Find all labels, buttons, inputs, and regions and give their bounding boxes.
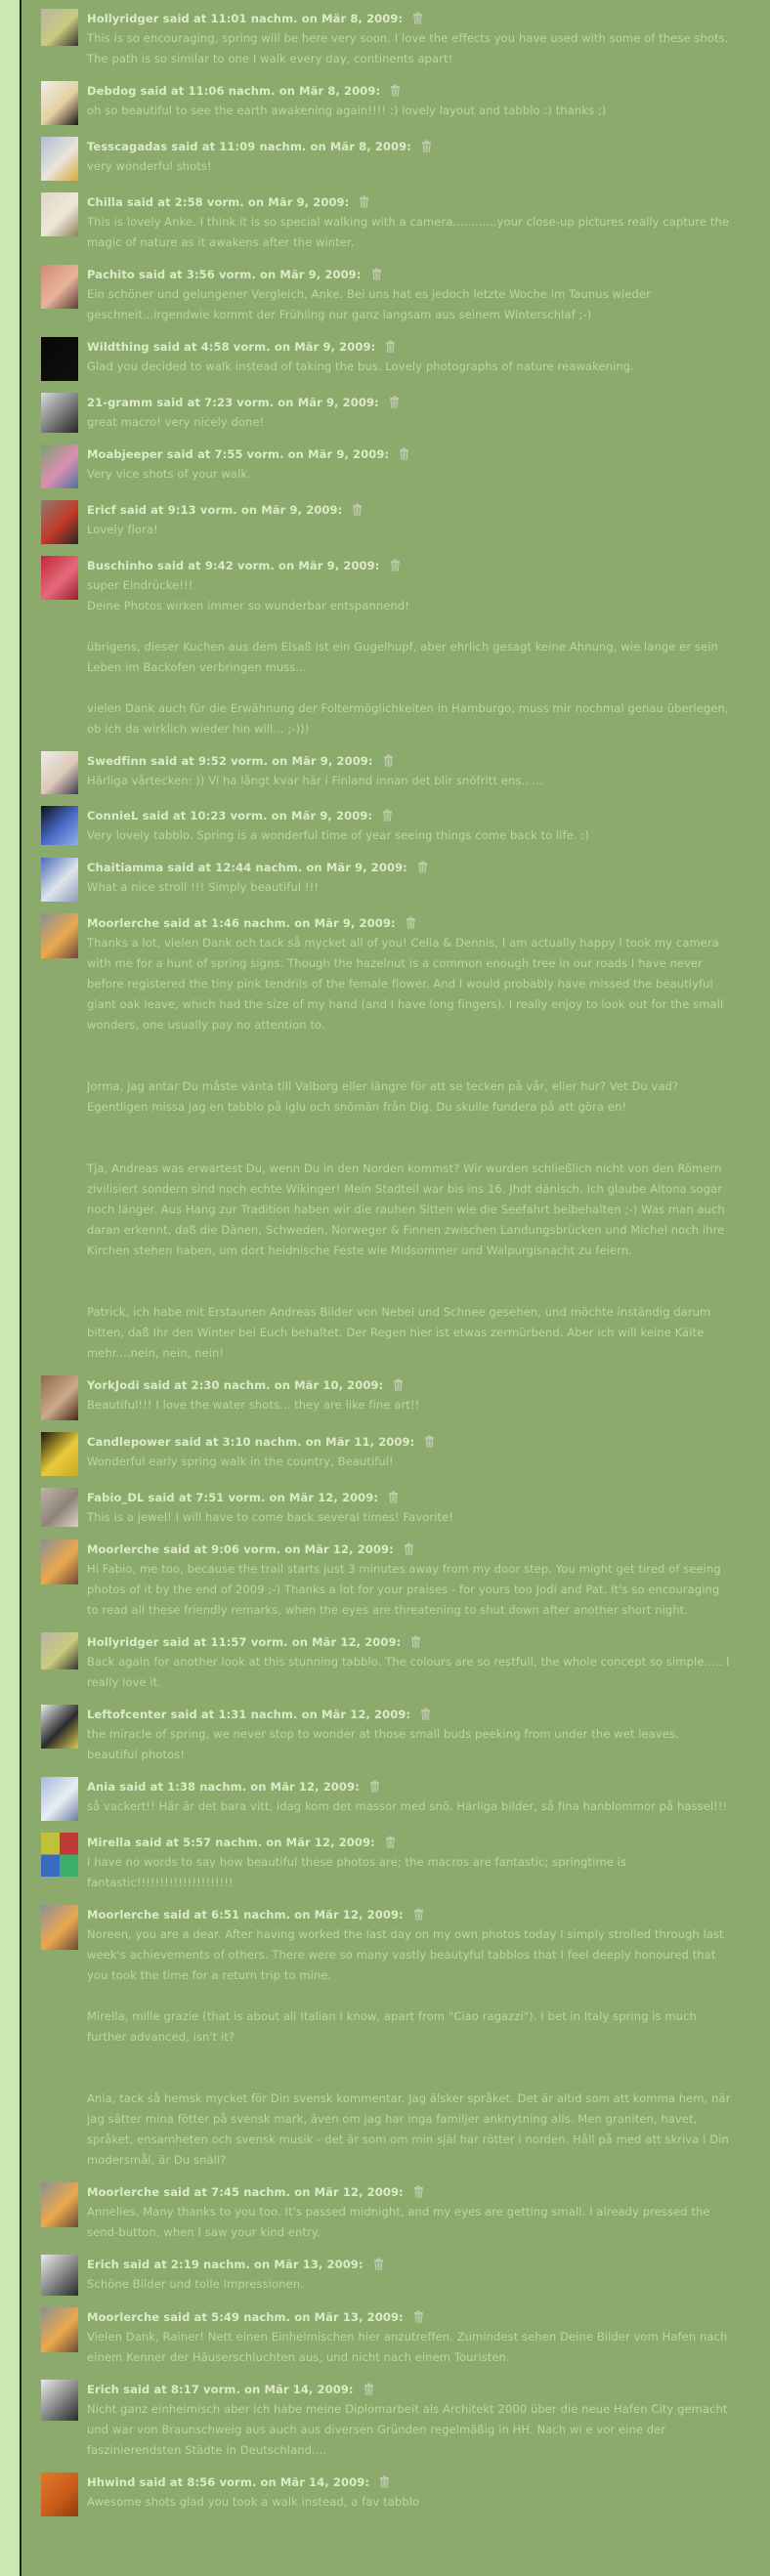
- user-avatar[interactable]: [41, 2255, 78, 2296]
- paragraph-spacer: [87, 1261, 731, 1282]
- comment-header: [87, 858, 731, 877]
- comment-paragraph: Beautiful!!! I love the water shots... they are like fine art!!: [87, 1398, 420, 1412]
- comment-paragraph: This is a jewel! I will have to come back several times! Favorite!: [87, 1510, 453, 1524]
- username-link[interactable]: 21-gramm: [87, 396, 153, 409]
- comment-header: [87, 393, 731, 412]
- comment-timestamp: said at 9:06 vorm. on Mär 12, 2009:: [159, 1542, 394, 1556]
- comment-timestamp: said at 6:51 nachm. on Mär 12, 2009:: [159, 1908, 404, 1921]
- comment-row: [41, 192, 731, 253]
- user-avatar[interactable]: [41, 265, 78, 309]
- comment-body: [87, 1796, 731, 1817]
- comment-header: [87, 81, 731, 101]
- username-link[interactable]: Moorlerche: [87, 2185, 160, 2199]
- comment-header: [87, 1777, 731, 1796]
- comment-content: [87, 2182, 731, 2243]
- comment-paragraph: This is so encouraging, spring will be here very soon. I love the effects you have used with some of these shots. The path is so similar to one I walk every day, continents apart!: [87, 31, 729, 65]
- comment-row: [41, 1375, 731, 1420]
- user-avatar[interactable]: [41, 1432, 78, 1476]
- trash-icon[interactable]: [404, 1542, 414, 1555]
- comment-row: [41, 2255, 731, 2296]
- comment-content: [87, 556, 731, 739]
- comment-list: [41, 9, 731, 2516]
- comment-timestamp: said at 5:49 nachm. on Mär 13, 2009:: [159, 2310, 404, 2324]
- comment-header: [87, 1540, 731, 1559]
- username-link[interactable]: Moabjeeper: [87, 447, 163, 461]
- username-link[interactable]: Buschinho: [87, 559, 153, 572]
- comment-timestamp: said at 9:42 vorm. on Mär 9, 2009:: [152, 559, 380, 572]
- comment-paragraph: Lovely flora!: [87, 523, 158, 536]
- comment-timestamp: said at 7:55 vorm. on Mär 9, 2009:: [162, 447, 390, 461]
- comment-row: [41, 9, 731, 69]
- comment-body: [87, 2274, 731, 2295]
- trash-icon[interactable]: [364, 2383, 374, 2395]
- user-avatar[interactable]: [41, 2307, 78, 2352]
- comment-body: [87, 2399, 731, 2461]
- trash-icon[interactable]: [373, 2258, 384, 2270]
- comment-timestamp: said at 3:10 nachm. on Mär 11, 2009:: [170, 1435, 415, 1449]
- user-avatar[interactable]: [41, 192, 78, 236]
- user-avatar[interactable]: [41, 1632, 78, 1669]
- paragraph-spacer: [87, 616, 731, 637]
- paragraph-spacer: [87, 2068, 731, 2089]
- comment-row: [41, 1905, 731, 2171]
- comment-timestamp: said at 1:38 nachm. on Mär 12, 2009:: [115, 1780, 360, 1794]
- comment-paragraph: Wonderful early spring walk in the country, Beautiful!: [87, 1455, 394, 1468]
- comment-content: [87, 192, 731, 253]
- comment-timestamp: said at 8:56 vorm. on Mär 14, 2009:: [135, 2475, 370, 2489]
- comment-row: [41, 444, 731, 488]
- comment-paragraph: Tja, Andreas was erwartest Du, wenn Du in den Norden kommst? Wir wurden schließlich nicht von den Römern zivilisiert sondern sind noch echte Wikinger! Mein Stadteil war bis ins 16. Jhdt dänisch. Ich glaube Altona sogar noch länger. Aus Hang zur Tradition haben wir die rauhen Sitten wie die Seefahrt beibehalten ;-) Was man auch daran erkennt, daß die Dänen, Schweden, Norweger & Finnen zwischen Landungsbrücken und Michel noch ihre Kirchen stehen haben, um dort heidnische Feste wie Midsommer und Walpurgisnacht zu feiern.: [87, 1161, 725, 1257]
- comment-body: [87, 156, 731, 177]
- comment-header: [87, 806, 731, 825]
- comment-body: [87, 1852, 731, 1893]
- paragraph-spacer: [87, 2048, 731, 2068]
- comment-timestamp: said at 11:06 nachm. on Mär 8, 2009:: [136, 84, 381, 98]
- user-avatar[interactable]: [41, 2182, 78, 2227]
- comment-paragraph: the miracle of spring, we never stop to wonder at those small buds peeking from under the wet leaves. beautiful photos!: [87, 1727, 679, 1761]
- username-link[interactable]: YorkJodi: [87, 1378, 140, 1392]
- comment-content: [87, 1432, 731, 1472]
- comment-content: [87, 2380, 731, 2461]
- comment-body: [87, 520, 731, 540]
- comment-timestamp: said at 5:57 nachm. on Mär 12, 2009:: [131, 1836, 375, 1849]
- comment-timestamp: said at 2:58 vorm. on Mär 9, 2009:: [122, 195, 350, 209]
- comment-content: [87, 806, 731, 846]
- comment-paragraph: great macro! very nicely done!: [87, 415, 265, 429]
- username-link[interactable]: Erich: [87, 2383, 119, 2396]
- comment-row: [41, 1705, 731, 1765]
- comment-body: [87, 825, 731, 846]
- comment-content: [87, 2255, 731, 2295]
- trash-icon[interactable]: [385, 340, 396, 353]
- comment-row: [41, 1488, 731, 1528]
- user-avatar[interactable]: [41, 1488, 78, 1527]
- comment-header: [87, 2472, 731, 2492]
- comment-body: [87, 877, 731, 898]
- comment-content: [87, 1540, 731, 1621]
- comments-panel: [21, 0, 770, 2576]
- comment-body: [87, 1452, 731, 1472]
- comment-header: [87, 1705, 731, 1724]
- comment-row: [41, 2307, 731, 2368]
- user-avatar[interactable]: [41, 1833, 78, 1877]
- username-link[interactable]: Chaitiamma: [87, 861, 164, 874]
- trash-icon[interactable]: [399, 447, 409, 460]
- username-link[interactable]: Wildthing: [87, 340, 150, 354]
- username-link[interactable]: Chilla: [87, 195, 123, 209]
- comment-header: [87, 500, 731, 520]
- paragraph-spacer: [87, 1282, 731, 1302]
- comment-paragraph: Very lovely tabblo. Spring is a wonderful time of year seeing things come back to life. :): [87, 828, 589, 842]
- comment-row: [41, 2472, 731, 2516]
- comment-row: [41, 806, 731, 846]
- comment-paragraph: Jorma, jag antar Du måste vänta till Valborg eller längre för att se tecken på vår, eller hur? Vet Du vad? Egentligen missa jag en tabblo på iglu och snömän från Dig. Du skulle fundera på att göra en!: [87, 1079, 679, 1114]
- trash-icon[interactable]: [390, 84, 401, 97]
- username-link[interactable]: Leftofcenter: [87, 1708, 167, 1721]
- username-link[interactable]: Moorlerche: [87, 916, 160, 930]
- paragraph-spacer: [87, 1138, 731, 1159]
- user-avatar[interactable]: [41, 1540, 78, 1584]
- comment-header: [87, 556, 731, 575]
- comment-paragraph: What a nice stroll !!! Simply beautiful !!!: [87, 880, 320, 894]
- comment-row: [41, 500, 731, 544]
- comment-timestamp: said at 7:23 vorm. on Mär 9, 2009:: [152, 396, 379, 409]
- user-avatar[interactable]: [41, 2472, 78, 2516]
- comment-body: [87, 575, 731, 739]
- comment-body: [87, 284, 731, 325]
- comment-paragraph: Ania, tack så hemsk mycket för Din svensk kommentar. Jag älsker språket. Det är altid som att komma hem, när jag sätter mina fötter på svensk mark, även om jag har inga familjer anknytning alls. Men graniten, havet, språket, ensamheten och svensk musik - det är som om min själ har rötter i norden. Håll på med att skriva i Din modersmål, är Du snäll?: [87, 2091, 731, 2167]
- comment-content: [87, 1375, 731, 1415]
- user-avatar[interactable]: [41, 913, 78, 958]
- trash-icon[interactable]: [379, 2475, 390, 2488]
- comment-paragraph: Hi Fabio, me too, because the trail starts just 3 minutes away from my door step. You might get tired of seeing photos of it by the end of 2009 ;-) Thanks a lot for your praises - for yours too Jodi and Pat. It's so encouraging to read all these friendly remarks, when the eyes are threatening to shut down after another short night.: [87, 1562, 721, 1617]
- comment-timestamp: said at 4:58 vorm. on Mär 9, 2009:: [149, 340, 376, 354]
- user-avatar[interactable]: [41, 393, 78, 433]
- comment-timestamp: said at 8:17 vorm. on Mär 14, 2009:: [118, 2383, 354, 2396]
- comment-header: [87, 337, 731, 357]
- paragraph-spacer: [87, 1035, 731, 1056]
- comment-content: [87, 2472, 731, 2513]
- comment-body: [87, 1395, 731, 1415]
- username-link[interactable]: Mirella: [87, 1836, 132, 1849]
- comment-row: [41, 81, 731, 125]
- comment-paragraph: vielen Dank auch für die Erwähnung der Foltermöglichkeiten in Hamburgo, muss mir nochmal genau überlegen, ob ich da wirklich wieder hin will... ;-))): [87, 701, 729, 736]
- comment-row: [41, 2380, 731, 2461]
- comment-header: [87, 192, 731, 212]
- comment-header: [87, 9, 731, 28]
- username-link[interactable]: Swedfinn: [87, 754, 148, 768]
- comment-content: [87, 265, 731, 325]
- username-link[interactable]: Moorlerche: [87, 1542, 160, 1556]
- paragraph-spacer: [87, 678, 731, 698]
- trash-icon[interactable]: [424, 1435, 435, 1448]
- trash-icon[interactable]: [371, 268, 382, 280]
- comment-paragraph: Glad you decided to walk instead of taking the bus. Lovely photographs of nature reawakening.: [87, 359, 634, 373]
- comment-body: [87, 1724, 731, 1765]
- comment-content: [87, 1833, 731, 1893]
- comment-header: [87, 1432, 731, 1452]
- comment-paragraph: This is lovely Anke. I think it is so special walking with a camera............your close-up pictures really capture the magic of nature as it awakens after the winter.: [87, 215, 729, 249]
- comment-body: [87, 1559, 731, 1621]
- comment-content: [87, 1705, 731, 1765]
- comment-paragraph: Nicht ganz einheimisch aber ich habe meine Diplomarbeit als Architekt 2000 über die neue Hafen City gemacht und war von Braunschweig aus auch aus diversen Gründen regelmäßig in HH. Nach wi e vor eine der faszinierendsten Städte in Deutschland....: [87, 2402, 728, 2457]
- user-avatar[interactable]: [41, 81, 78, 125]
- comment-paragraph: Mirella, mille grazie (that is about all Italian I know, apart from "Ciao ragazzi"). I bet in Italy spring is much further advanced, isn't it?: [87, 2009, 697, 2044]
- user-avatar[interactable]: [41, 806, 78, 845]
- comment-paragraph: Thanks a lot, vielen Dank och tack så mycket all of you! Celia & Dennis, I am actually happy I took my camera with me for a hunt of spring signs. Though the hazelnut is a common enough tree in our roads I have never before registered the tiny pink tendrils of the female flower. And I would probably have missed the beautiyful giant oak leave, which had the size of my hand (and I have long fingers). I really enjoy to look out for the small wonders, one usually pay no attention to.: [87, 936, 724, 1032]
- comment-paragraph: Deine Photos wirken immer so wunderbar entspannend!: [87, 599, 409, 612]
- paragraph-spacer: [87, 1118, 731, 1138]
- comment-content: [87, 1632, 731, 1693]
- trash-icon[interactable]: [421, 140, 432, 152]
- comment-paragraph: super Eindrücke!!!: [87, 578, 193, 592]
- comment-body: [87, 412, 731, 433]
- username-link[interactable]: Tesscagadas: [87, 140, 168, 153]
- user-avatar[interactable]: [41, 137, 78, 181]
- comment-row: [41, 1833, 731, 1893]
- username-link[interactable]: Fabio_DL: [87, 1491, 145, 1504]
- paragraph-spacer: [87, 1986, 731, 2006]
- comment-content: [87, 1905, 731, 2171]
- trash-icon[interactable]: [383, 754, 394, 767]
- comment-timestamp: said at 1:46 nachm. on Mär 9, 2009:: [159, 916, 396, 930]
- username-link[interactable]: Pachito: [87, 268, 135, 281]
- username-link[interactable]: Candlepower: [87, 1435, 171, 1449]
- username-link[interactable]: Erich: [87, 2258, 119, 2271]
- comment-timestamp: said at 11:01 nachm. on Mär 8, 2009:: [158, 12, 404, 25]
- comment-row: [41, 137, 731, 181]
- trash-icon[interactable]: [410, 1635, 421, 1648]
- comment-body: [87, 212, 731, 253]
- comment-row: [41, 1777, 731, 1821]
- comment-paragraph: Patrick, ich habe mit Erstaunen Andreas Bilder von Nebel und Schnee gesehen, und möchte inständig darum bitten, daß Ihr den Winter bei Euch behaltet. Der Regen hier ist etwas zermürbend. Aber ich will keine Kälte mehr....nein, nein, nein!: [87, 1305, 711, 1360]
- comment-row: [41, 858, 731, 902]
- comment-content: [87, 81, 731, 121]
- username-link[interactable]: Moorlerche: [87, 1908, 160, 1921]
- user-avatar[interactable]: [41, 751, 78, 794]
- trash-icon[interactable]: [385, 1836, 396, 1848]
- username-link[interactable]: Hollyridger: [87, 12, 159, 25]
- comment-body: [87, 1507, 731, 1528]
- comment-header: [87, 265, 731, 284]
- username-link[interactable]: Ericf: [87, 503, 116, 517]
- user-avatar[interactable]: [41, 9, 78, 46]
- trash-icon[interactable]: [388, 1491, 399, 1503]
- comment-content: [87, 751, 731, 791]
- comment-content: [87, 9, 731, 69]
- user-avatar[interactable]: [41, 556, 78, 600]
- trash-icon[interactable]: [412, 12, 423, 24]
- comment-timestamp: said at 2:30 nachm. on Mär 10, 2009:: [139, 1378, 384, 1392]
- comment-timestamp: said at 12:44 nachm. on Mär 9, 2009:: [163, 861, 407, 874]
- user-avatar[interactable]: [41, 444, 78, 488]
- username-link[interactable]: Ania: [87, 1780, 116, 1794]
- comment-body: [87, 1652, 731, 1693]
- trash-icon[interactable]: [413, 1908, 424, 1921]
- comment-paragraph: Vielen Dank, Rainer! Nett einen Einheimischen hier anzutreffen. Zumindest sehen Deine Bilder vom Hafen nach einem Kenner der Häuserschluchten aus, und nicht nach einem Touristen.: [87, 2330, 728, 2364]
- trash-icon[interactable]: [420, 1708, 431, 1720]
- comment-header: [87, 1632, 731, 1652]
- trash-icon[interactable]: [352, 503, 363, 516]
- comment-body: [87, 464, 731, 485]
- comment-header: [87, 2182, 731, 2202]
- comment-content: [87, 858, 731, 898]
- trash-icon[interactable]: [417, 861, 428, 873]
- comment-paragraph: very wonderful shots!: [87, 159, 212, 173]
- user-avatar[interactable]: [41, 500, 78, 544]
- trash-icon[interactable]: [413, 2310, 424, 2323]
- comment-body: [87, 2327, 731, 2368]
- comment-timestamp: said at 9:52 vorm. on Mär 9, 2009:: [147, 754, 373, 768]
- comment-timestamp: said at 10:23 vorm. on Mär 9, 2009:: [138, 809, 373, 823]
- comment-body: [87, 2492, 731, 2513]
- trash-icon[interactable]: [359, 195, 369, 208]
- comment-row: [41, 1432, 731, 1476]
- comment-header: [87, 751, 731, 771]
- comment-header: [87, 913, 731, 933]
- comment-row: [41, 913, 731, 1364]
- comment-paragraph: så vackert!! Här är det bara vitt, idag kom det massor med snö. Härliga bilder, så fina hanblommor på hassel!!!: [87, 1799, 728, 1813]
- comment-content: [87, 500, 731, 540]
- comment-body: [87, 357, 731, 377]
- user-avatar[interactable]: [41, 1705, 78, 1749]
- comment-paragraph: Back again for another look at this stunning tabblo. The colours are so restfull, the whole concept so simple..... I really love it.: [87, 1655, 730, 1689]
- comment-header: [87, 137, 731, 156]
- username-link[interactable]: Hollyridger: [87, 1635, 159, 1649]
- trash-icon[interactable]: [393, 1378, 404, 1391]
- comment-paragraph: Annelies, Many thanks to you too. It's passed midnight, and my eyes are getting small. I already pressed the send-button, when I saw your kind entry.: [87, 2205, 710, 2239]
- comment-timestamp: said at 7:45 nachm. on Mär 12, 2009:: [159, 2185, 404, 2199]
- comment-row: [41, 337, 731, 381]
- comment-content: [87, 1488, 731, 1528]
- comment-content: [87, 913, 731, 1364]
- comment-timestamp: said at 1:31 nachm. on Mär 12, 2009:: [166, 1708, 411, 1721]
- comment-header: [87, 2307, 731, 2327]
- username-link[interactable]: Debdog: [87, 84, 137, 98]
- comment-content: [87, 2307, 731, 2368]
- comment-row: [41, 556, 731, 739]
- comment-timestamp: said at 9:13 vorm. on Mär 9, 2009:: [115, 503, 343, 517]
- comment-header: [87, 1375, 731, 1395]
- comment-header: [87, 1833, 731, 1852]
- username-link[interactable]: Moorlerche: [87, 2310, 160, 2324]
- comment-content: [87, 393, 731, 433]
- user-avatar[interactable]: [41, 1375, 78, 1420]
- username-link[interactable]: Hhwind: [87, 2475, 136, 2489]
- comment-row: [41, 751, 731, 794]
- comment-row: [41, 265, 731, 325]
- comment-body: [87, 101, 731, 121]
- comment-body: [87, 1924, 731, 2171]
- comment-paragraph: Awesome shots glad you took a walk instead, a fav tabblo: [87, 2495, 420, 2509]
- trash-icon[interactable]: [406, 916, 416, 929]
- comment-paragraph: oh so beautiful to see the earth awakening again!!!! :) lovely layout and tabblo :) thanks ;): [87, 104, 607, 117]
- comment-paragraph: Ein schöner und gelungener Vergleich, Anke. Bei uns hat es jedoch letzte Woche im Taunus wieder geschneit...irgendwie kommt der Frühling nur ganz langsam aus seinem Winterschlaf ;-): [87, 287, 651, 321]
- trash-icon[interactable]: [413, 2185, 424, 2198]
- comment-paragraph: Noreen, you are a dear. After having worked the last day on my own photos today I simply strolled through last week's achievements of others. There were so many vastly beautyful tabblos that I feel deeply honoured that you took the time for a return trip to mine.: [87, 1927, 724, 1982]
- comment-content: [87, 337, 731, 377]
- trash-icon[interactable]: [369, 1780, 380, 1793]
- comment-paragraph: I have no words to say how beautiful these photos are; the macros are fantastic; springtime is fantastic!!!!!!!!!!!!!!!!!!!!!: [87, 1855, 627, 1889]
- user-avatar[interactable]: [41, 858, 78, 902]
- comment-body: [87, 28, 731, 69]
- comment-body: [87, 2202, 731, 2243]
- comment-header: [87, 1905, 731, 1924]
- user-avatar[interactable]: [41, 1777, 78, 1821]
- comment-row: [41, 1632, 731, 1693]
- comment-row: [41, 1540, 731, 1621]
- comment-timestamp: said at 7:51 vorm. on Mär 12, 2009:: [144, 1491, 379, 1504]
- comment-header: [87, 2380, 731, 2399]
- comment-header: [87, 1488, 731, 1507]
- user-avatar[interactable]: [41, 2380, 78, 2421]
- trash-icon[interactable]: [390, 559, 401, 571]
- paragraph-spacer: [87, 1056, 731, 1077]
- trash-icon[interactable]: [382, 809, 393, 822]
- comment-timestamp: said at 2:19 nachm. on Mär 13, 2009:: [118, 2258, 364, 2271]
- trash-icon[interactable]: [389, 396, 400, 408]
- user-avatar[interactable]: [41, 337, 78, 381]
- comment-body: [87, 771, 731, 791]
- username-link[interactable]: ConnieL: [87, 809, 139, 823]
- comment-timestamp: said at 3:56 vorm. on Mär 9, 2009:: [134, 268, 362, 281]
- comment-paragraph: Härliga vårtecken: )) Vi ha långt kvar här i Finland innan det blir snöfritt ens.. ...: [87, 774, 543, 787]
- comment-content: [87, 444, 731, 485]
- comment-content: [87, 1777, 731, 1817]
- comment-content: [87, 137, 731, 177]
- comment-header: [87, 444, 731, 464]
- comment-timestamp: said at 11:09 nachm. on Mär 8, 2009:: [167, 140, 411, 153]
- comment-paragraph: Schöne Bilder und tolle Impressionen.: [87, 2277, 304, 2291]
- comment-row: [41, 393, 731, 433]
- comment-timestamp: said at 11:57 vorm. on Mär 12, 2009:: [158, 1635, 402, 1649]
- comment-paragraph: übrigens, dieser Kuchen aus dem Elsaß ist ein Gugelhupf, aber ehrlich gesagt keine Ahnung, wie lange er sein Leben im Backofen verbringen muss...: [87, 640, 718, 674]
- user-avatar[interactable]: [41, 1905, 78, 1950]
- comment-body: [87, 933, 731, 1364]
- comment-row: [41, 2182, 731, 2243]
- comment-header: [87, 2255, 731, 2274]
- comment-paragraph: Very vice shots of your walk.: [87, 467, 251, 481]
